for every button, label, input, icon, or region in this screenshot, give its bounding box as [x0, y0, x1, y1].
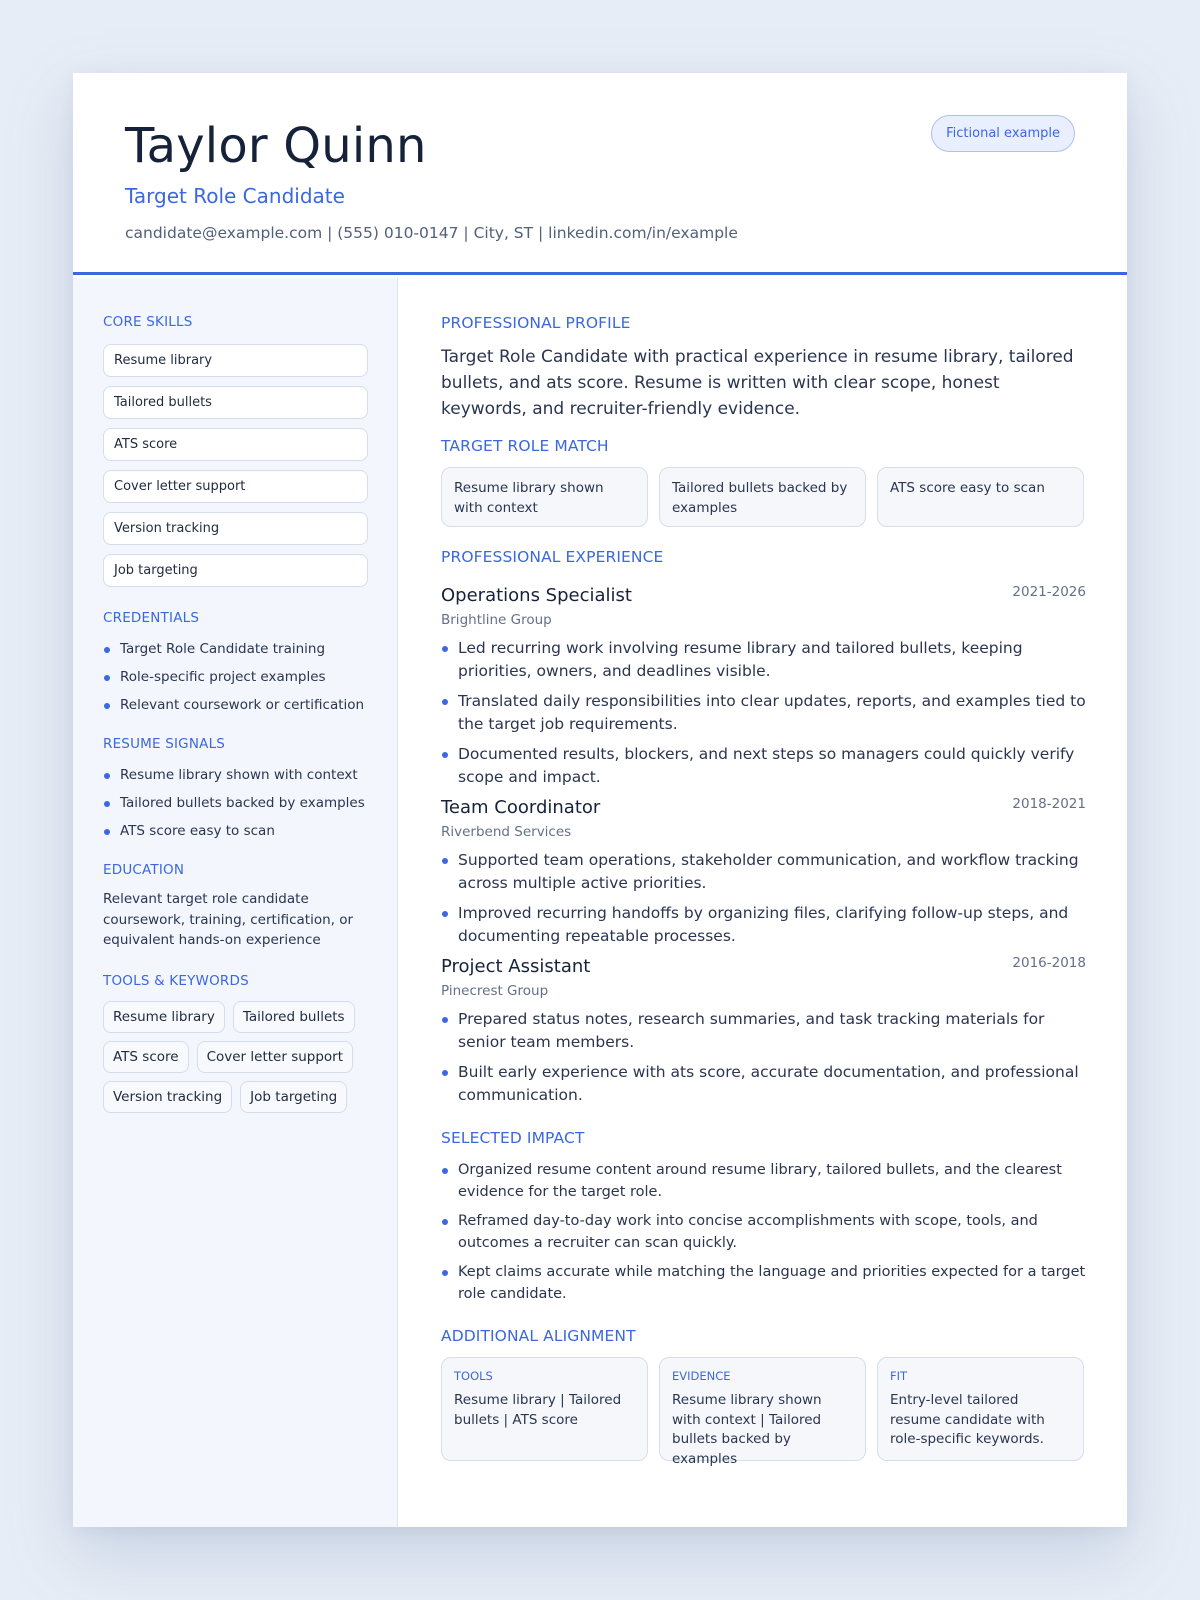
fictional-example-badge: Fictional example	[931, 115, 1075, 152]
bullet-dot-icon	[104, 675, 110, 681]
job-bullets	[441, 849, 1086, 948]
candidate-role: Target Role Candidate	[125, 184, 345, 208]
list-item: Translated daily responsibilities into clear updates, reports, and examples tied to the target job requirements.	[441, 690, 1086, 736]
bullet-dot-icon	[442, 646, 448, 652]
alignment-card	[441, 1357, 648, 1461]
bullet-dot-icon	[442, 699, 448, 705]
job-dates: 2018-2021	[1012, 796, 1086, 812]
bullet-dot-icon	[104, 773, 110, 779]
job-dates: 2021-2026	[1012, 584, 1086, 600]
skill-item: Version tracking	[103, 512, 368, 545]
skill-item: Resume library	[103, 344, 368, 377]
list-item: Supported team operations, stakeholder communication, and workflow tracking across multiple active priorities.	[441, 849, 1086, 895]
job-title: Operations Specialist	[441, 585, 632, 606]
selected-impact-heading: SELECTED IMPACT	[441, 1129, 585, 1147]
list-item: Led recurring work involving resume library and tailored bullets, keeping priorities, owners, and deadlines visible.	[441, 637, 1086, 683]
card-text: Resume library shown with context | Tailored bullets backed by examples	[672, 1392, 822, 1467]
main-column	[441, 278, 1086, 1467]
core-skills-list	[103, 344, 367, 587]
card-text: Resume library | Tailored bullets | ATS score	[454, 1392, 622, 1428]
bullet-dot-icon	[104, 703, 110, 709]
bullet-dot-icon	[442, 752, 448, 758]
experience-heading: PROFESSIONAL EXPERIENCE	[441, 548, 664, 566]
card-label: FIT	[890, 1369, 908, 1383]
job-company: Pinecrest Group	[441, 983, 549, 999]
candidate-name: Taylor Quinn	[125, 118, 427, 174]
list-item: Tailored bullets backed by examples	[103, 794, 367, 812]
resume-signals-list	[103, 766, 367, 840]
bullet-dot-icon	[104, 801, 110, 807]
education-text: Relevant target role candidate coursework, training, certification, or equivalent hands-on experience	[103, 891, 354, 948]
alignment-card	[659, 1357, 866, 1467]
credentials-list	[103, 640, 367, 714]
resume-page	[73, 73, 1127, 1527]
tools-heading: TOOLS & KEYWORDS	[103, 972, 249, 989]
bullet-dot-icon	[442, 1270, 448, 1276]
core-skills-heading: CORE SKILLS	[103, 314, 193, 330]
job-entry	[441, 585, 1086, 789]
target-role-match-heading: TARGET ROLE MATCH	[441, 437, 609, 455]
job-bullets	[441, 1008, 1086, 1107]
skill-item: Tailored bullets	[103, 386, 368, 419]
job-dates: 2016-2018	[1012, 955, 1086, 971]
list-item: ATS score easy to scan	[103, 822, 367, 840]
keyword-chip: Resume library	[103, 1001, 225, 1033]
list-item: Prepared status notes, research summaries, and task tracking materials for senior team members.	[441, 1008, 1086, 1054]
list-item: Target Role Candidate training	[103, 640, 367, 658]
credentials-heading: CREDENTIALS	[103, 610, 200, 626]
job-title: Team Coordinator	[441, 797, 601, 818]
alignment-cards	[441, 1357, 1086, 1467]
education-heading: EDUCATION	[103, 862, 185, 878]
skill-item: Cover letter support	[103, 470, 368, 503]
list-item: Resume library shown with context	[103, 766, 367, 784]
tools-keywords	[103, 1001, 373, 1113]
bullet-dot-icon	[104, 829, 110, 835]
card-label: EVIDENCE	[672, 1369, 731, 1383]
additional-alignment-heading: ADDITIONAL ALIGNMENT	[441, 1327, 636, 1345]
job-company: Brightline Group	[441, 612, 552, 628]
match-card: Tailored bullets backed by examples	[659, 467, 866, 527]
match-card: ATS score easy to scan	[877, 467, 1084, 527]
job-title: Project Assistant	[441, 956, 591, 977]
job-entry	[441, 956, 1086, 1107]
profile-heading: PROFESSIONAL PROFILE	[441, 314, 631, 332]
selected-impact-list	[441, 1160, 1086, 1305]
keyword-chip: Job targeting	[240, 1081, 347, 1113]
bullet-dot-icon	[442, 1070, 448, 1076]
list-item: Role-specific project examples	[103, 668, 367, 686]
resume-signals-heading: RESUME SIGNALS	[103, 736, 226, 752]
sidebar	[73, 278, 398, 1527]
keyword-chip: Tailored bullets	[233, 1001, 355, 1033]
contact-line: candidate@example.com | (555) 010-0147 | City, ST | linkedin.com/in/example	[125, 224, 738, 242]
list-item: Kept claims accurate while matching the language and priorities expected for a target role candidate.	[441, 1262, 1086, 1305]
profile-text: Target Role Candidate with practical experience in resume library, tailored bullets, and ats score. Resume is written with clear scope, honest keywords, and recruiter-friendly evidence.	[441, 347, 1074, 419]
card-label: TOOLS	[454, 1369, 493, 1383]
list-item: Organized resume content around resume library, tailored bullets, and the clearest evidence for the target role.	[441, 1160, 1086, 1203]
skill-item: ATS score	[103, 428, 368, 461]
card-text: Entry-level tailored resume candidate with role-specific keywords.	[890, 1392, 1045, 1447]
match-card: Resume library shown with context	[441, 467, 648, 527]
list-item: Relevant coursework or certification	[103, 696, 367, 714]
bullet-dot-icon	[442, 1219, 448, 1225]
bullet-dot-icon	[442, 1017, 448, 1023]
job-entry	[441, 797, 1086, 948]
bullet-dot-icon	[442, 858, 448, 864]
keyword-chip: Cover letter support	[197, 1041, 353, 1073]
list-item: Built early experience with ats score, accurate documentation, and professional communication.	[441, 1061, 1086, 1107]
bullet-dot-icon	[442, 1168, 448, 1174]
skill-item: Job targeting	[103, 554, 368, 587]
job-bullets	[441, 637, 1086, 789]
list-item: Reframed day-to-day work into concise accomplishments with scope, tools, and outcomes a recruiter can scan quickly.	[441, 1211, 1086, 1254]
bullet-dot-icon	[104, 647, 110, 653]
bullet-dot-icon	[442, 911, 448, 917]
resume-header	[73, 73, 1127, 275]
job-company: Riverbend Services	[441, 824, 572, 840]
keyword-chip: Version tracking	[103, 1081, 232, 1113]
list-item: Improved recurring handoffs by organizing files, clarifying follow-up steps, and documenting repeatable processes.	[441, 902, 1086, 948]
alignment-card	[877, 1357, 1084, 1461]
keyword-chip: ATS score	[103, 1041, 189, 1073]
list-item: Documented results, blockers, and next steps so managers could quickly verify scope and impact.	[441, 743, 1086, 789]
target-role-match-cards	[441, 467, 1086, 527]
